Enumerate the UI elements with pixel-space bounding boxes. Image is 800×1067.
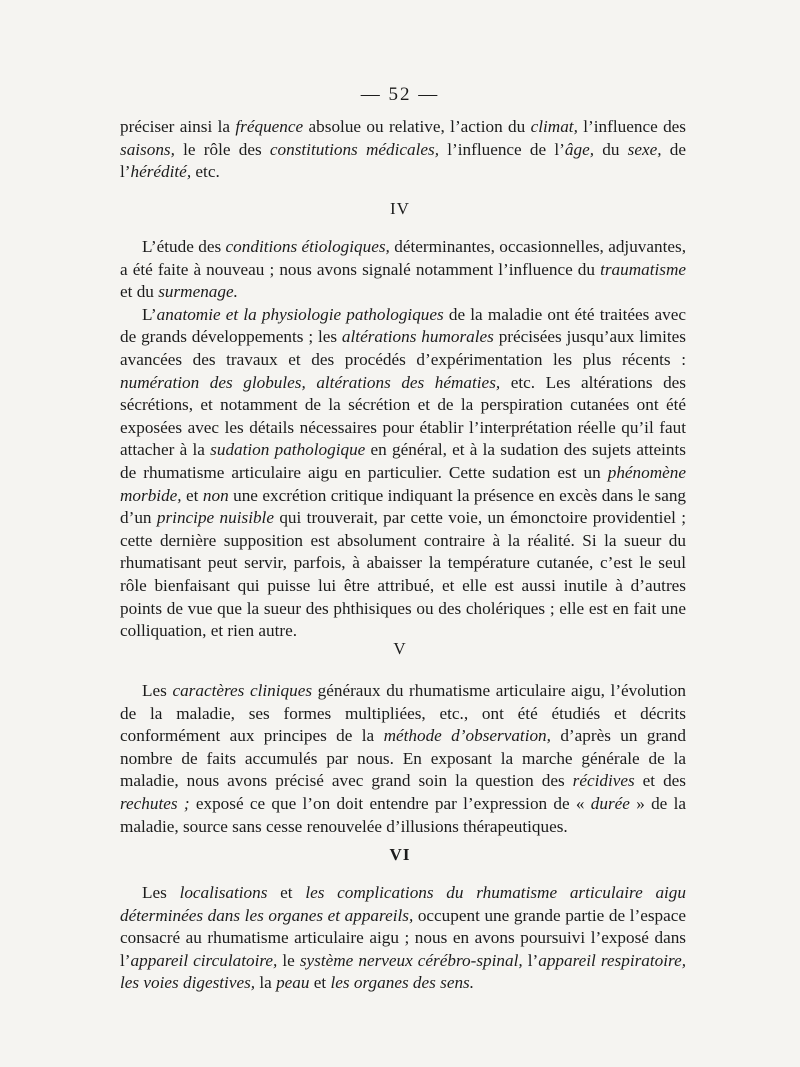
text-run: préciser ainsi la (120, 117, 236, 136)
text-run: exposé ce que l’on doit entendre par l’expression de « (189, 793, 591, 813)
italic-run: non (202, 485, 229, 505)
italic-run: principe nuisible (156, 508, 274, 528)
italic-run: numération des globules, altérations des hématies, (120, 372, 501, 392)
text-run: Les (142, 681, 173, 700)
text-run: d’après un grand nombre de faits accumulés par nous. En exposant la marche générale de la maladie, nous avons précisé avec grand soin la question des (120, 726, 686, 791)
italic-run: appareil respiratoire, les voies digestives, (120, 950, 687, 993)
section-iv-paragraph-2 (120, 304, 686, 643)
italic-run: âge, (564, 139, 594, 159)
text-run: et des (634, 771, 686, 791)
text-run: l’ (522, 950, 539, 970)
text-run: généraux du rhumatisme articulaire aigu, l’évolution de la maladie, ses formes multipliées, etc., ont été étudiés et décrits conformément aux principes de la (120, 681, 686, 746)
section-vi-paragraph (120, 882, 686, 995)
text-run: L’ (142, 304, 157, 324)
italic-run: récidives (572, 771, 635, 791)
section-vi-body (120, 882, 686, 995)
text-run: la (255, 973, 277, 993)
text-run: etc. (191, 162, 220, 182)
intro-paragraph (120, 116, 686, 184)
italic-run: saisons, (120, 139, 175, 159)
text-run: le (277, 950, 300, 970)
text-run: Les (142, 883, 180, 902)
italic-run: hérédité, (130, 162, 192, 182)
italic-run: rechutes ; (120, 793, 190, 813)
intro-paragraph-block (120, 116, 686, 184)
section-v-heading: V (393, 639, 407, 658)
text-run: l’influence des (577, 117, 686, 136)
section-iv-paragraph-1 (120, 236, 686, 304)
text-run: en général, et à la sudation des sujets atteints de rhumatisme articulaire aigu en particulier. Cette sudation est un (120, 440, 686, 482)
italic-run: phénomène morbide, (120, 462, 686, 505)
text-run: et (181, 485, 203, 505)
text-run: de la maladie ont été traitées avec de grands développements ; les (120, 304, 687, 347)
italic-run: méthode d’observation, (383, 726, 551, 746)
section-v-paragraph (120, 680, 686, 838)
italic-run: système nerveux cérébro-spinal, (299, 950, 523, 970)
text-run: l’influence de l’ (439, 139, 565, 159)
section-iv-heading: IV (390, 199, 410, 218)
italic-run: appareil circulatoire, (130, 950, 278, 970)
text-run: déterminantes, occasionnelles, adjuvantes, a été faite à nouveau ; nous avons signalé notamment l’influence du (120, 237, 686, 279)
italic-run: localisations (179, 883, 268, 902)
italic-run: peau (276, 973, 310, 993)
italic-run: fréquence (235, 117, 304, 136)
italic-run: altérations humorales (341, 327, 494, 347)
italic-run: anatomie et la physiologie pathologiques (156, 304, 444, 324)
text-run: de l’ (120, 139, 686, 182)
text-run: et du (120, 282, 159, 302)
text-run: L’étude des (142, 237, 226, 256)
text-run: une excrétion critique indiquant la présence en excès dans le sang d’un (120, 485, 687, 528)
italic-run: les organes des sens. (330, 973, 475, 993)
text-run: qui trouverait, par cette voie, un émonctoire providentiel ; cette dernière supposition est absolument contraire à la réalité. Si la sueur du rhumatisant peut servir, parfois, à abaisser la température cutanée, c’est le seul rôle bienfaisant qui puisse lui être attribué, et elle est aussi inutile à d’autres points de vue que la sueur des phthisiques ou des cholériques ; elle est en fait une colliquation, et rien autre. (120, 508, 686, 641)
text-run: du (594, 139, 628, 159)
text-run: » de la maladie, source sans cesse renouvelée d’illusions thérapeutiques. (120, 793, 686, 836)
text-run: le rôle des (174, 139, 270, 159)
text-run: etc. Les altérations des sécrétions, et notamment de la sécrétion et de la perspiration cutanées ont été exposées avec les détails nécessaires pour établir l’interprétation réelle qu’il faut attacher à la (120, 372, 686, 460)
text-run: absolue ou relative, l’action du (303, 117, 531, 136)
italic-run: les complications du rhumatisme articulaire aigu déterminées dans les organes et appareils, (120, 883, 686, 925)
italic-run: traumatisme (600, 259, 686, 279)
text-run: précisées jusqu’aux limites avancées des travaux et des procédés d’expérimentation les plus récents : (120, 327, 686, 369)
text-run: et (309, 973, 331, 993)
italic-run: surmenage. (158, 282, 238, 302)
italic-run: caractères cliniques (172, 681, 313, 700)
text-run: occupent une grande partie de l’espace consacré au rhumatisme articulaire aigu ; nous en avons poursuivi l’exposé dans l’ (120, 905, 686, 970)
italic-run: conditions étiologiques, (225, 237, 390, 256)
italic-run: sexe, (627, 139, 662, 159)
text-run: et (267, 883, 306, 902)
section-iv-body (120, 236, 686, 643)
italic-run: climat, (530, 117, 578, 136)
page-number: — 52 — (360, 84, 440, 105)
italic-run: sudation pathologique (210, 440, 366, 460)
section-v-body (120, 680, 686, 838)
italic-run: durée (590, 793, 630, 813)
section-vi-heading: VI (389, 845, 411, 864)
italic-run: constitutions médicales, (269, 139, 439, 159)
